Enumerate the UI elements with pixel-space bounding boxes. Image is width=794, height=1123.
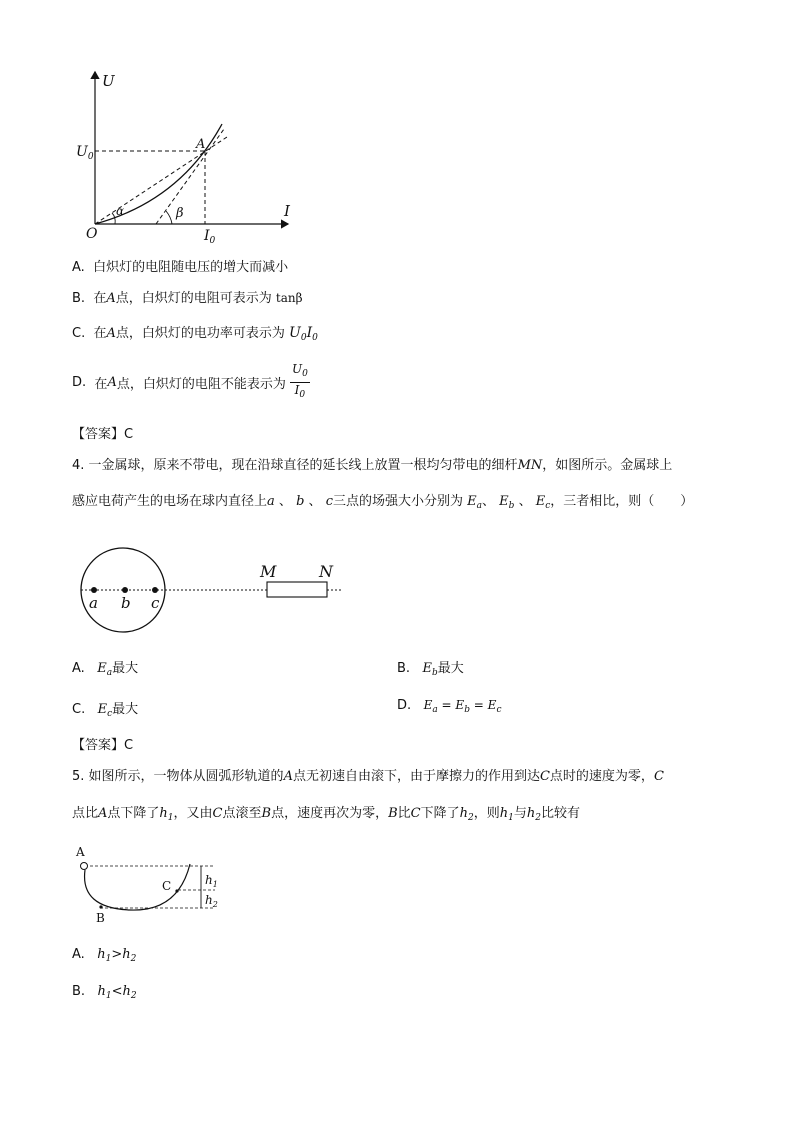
option-text: 点，白炽灯的电阻可表示为 [115,291,272,306]
field-symbol: $E_b$ [422,661,438,678]
option-text: 最大 [112,661,139,676]
tan-beta: tanβ [275,291,303,305]
answer-label: 【答案】 [72,427,125,442]
arc-track-figure [70,842,235,922]
alpha-label: α [116,204,125,218]
q3-option-a[interactable] [72,256,288,275]
q5-stem-line2: 点比A点下降了$h_1$，又由C点滚至B点，速度再次为零，B比C下降了$h_2$，则$h_1$与$h_2$比较有 [72,806,581,823]
q3-answer [72,423,133,442]
q5-option-a[interactable] [72,947,136,964]
i0-label: $I_0$ [204,228,216,246]
question-number: 5. [72,769,85,784]
power-expr: $U_0I_0$ [289,325,318,343]
q4-stem-line1: 4. 一金属球，原来不带电，现在沿球直径的延长线上放置一根均匀带电的细杆MN，如图所示。金属球上 [72,458,673,473]
u-i-graph [70,66,310,246]
label-a: a [89,594,98,612]
origin-label: O [86,226,98,242]
option-text: 点，白炽灯的电阻不能表示为 [116,377,286,392]
option-text: 最大 [112,702,139,717]
point-c [175,889,178,892]
point-var: A [107,375,117,390]
option-letter: B. [72,984,86,999]
label-c: c [151,594,160,612]
comparison-expr: $h_1>h_2$ [97,947,137,964]
charged-rod [267,582,327,597]
option-text: 最大 [437,661,464,676]
q4-option-b[interactable] [397,657,464,678]
u0-over-i0: $\frac{U_0}{I_0}$ [291,362,308,400]
label-m: M [260,562,277,581]
arc-track [85,864,190,910]
q5-option-b[interactable] [72,984,137,1001]
label-a: A [76,845,85,859]
option-letter: A. [72,661,85,676]
q4-option-c[interactable] [72,698,138,719]
label-n: N [319,562,333,581]
point-var: A [106,291,116,306]
sphere-rod-figure [75,545,350,640]
q3-option-c[interactable] [72,322,318,343]
option-text: 在 [94,377,108,392]
q4-option-a[interactable] [72,657,138,678]
rod-label: MN [517,458,543,473]
point-c [152,587,158,593]
question-number: 4. [72,458,85,473]
label-h2: $h_2$ [205,893,218,909]
point-a [91,587,97,593]
option-letter: A. [72,947,85,962]
answer-label: 【答案】 [72,738,125,753]
label-c: C [162,879,172,893]
q3-option-d[interactable] [72,362,310,403]
answer-value: C [124,427,134,442]
equality-expr: $E_a = E_b = E_c$ [423,698,502,715]
field-symbol: $E_c$ [97,702,113,719]
option-letter: C. [72,326,86,341]
label-b: b [121,594,131,612]
option-text: 在 [93,326,107,341]
option-letter: C. [72,702,86,717]
option-letter: D. [72,375,87,390]
beta-arc [166,211,172,224]
point-a-label: A [196,137,206,152]
label-b: B [96,911,105,922]
option-letter: D. [397,698,412,713]
point-var: A [106,326,116,341]
u0-label: $U_0$ [76,144,94,162]
label-h1: $h_1$ [205,873,218,889]
option-letter: A. [72,260,85,275]
option-text: 点，白炽灯的电功率可表示为 [115,326,285,341]
field-symbol: $E_a$ [97,661,113,678]
option-letter: B. [72,291,86,306]
secant-line [95,137,227,224]
option-text: 在 [93,291,107,306]
object [81,863,88,870]
answer-value: C [124,738,134,753]
option-letter: B. [397,661,411,676]
q3-option-b[interactable] [72,287,303,306]
option-text: 白炽灯的电阻随电压的增大而减小 [93,260,289,275]
x-axis-label: I [284,202,290,220]
q4-answer [72,734,133,753]
beta-label: β [176,206,184,221]
q4-stem-line2: 感应电荷产生的电场在球内直径上a 、 b 、 c三点的场强大小分别为 $E_a$、 $E_b$ 、 $E_c$，三者相比，则（ ） [72,494,694,511]
point-b [122,587,128,593]
y-axis-label: U [102,72,115,90]
point-b [99,905,102,908]
q5-stem-line1: 5. 如图所示，一物体从圆弧形轨道的A点无初速自由滚下，由于摩擦力的作用到达C点时的速度为零，C [72,769,664,784]
comparison-expr: $h_1<h_2$ [97,984,137,1001]
q4-option-d[interactable] [397,698,501,715]
